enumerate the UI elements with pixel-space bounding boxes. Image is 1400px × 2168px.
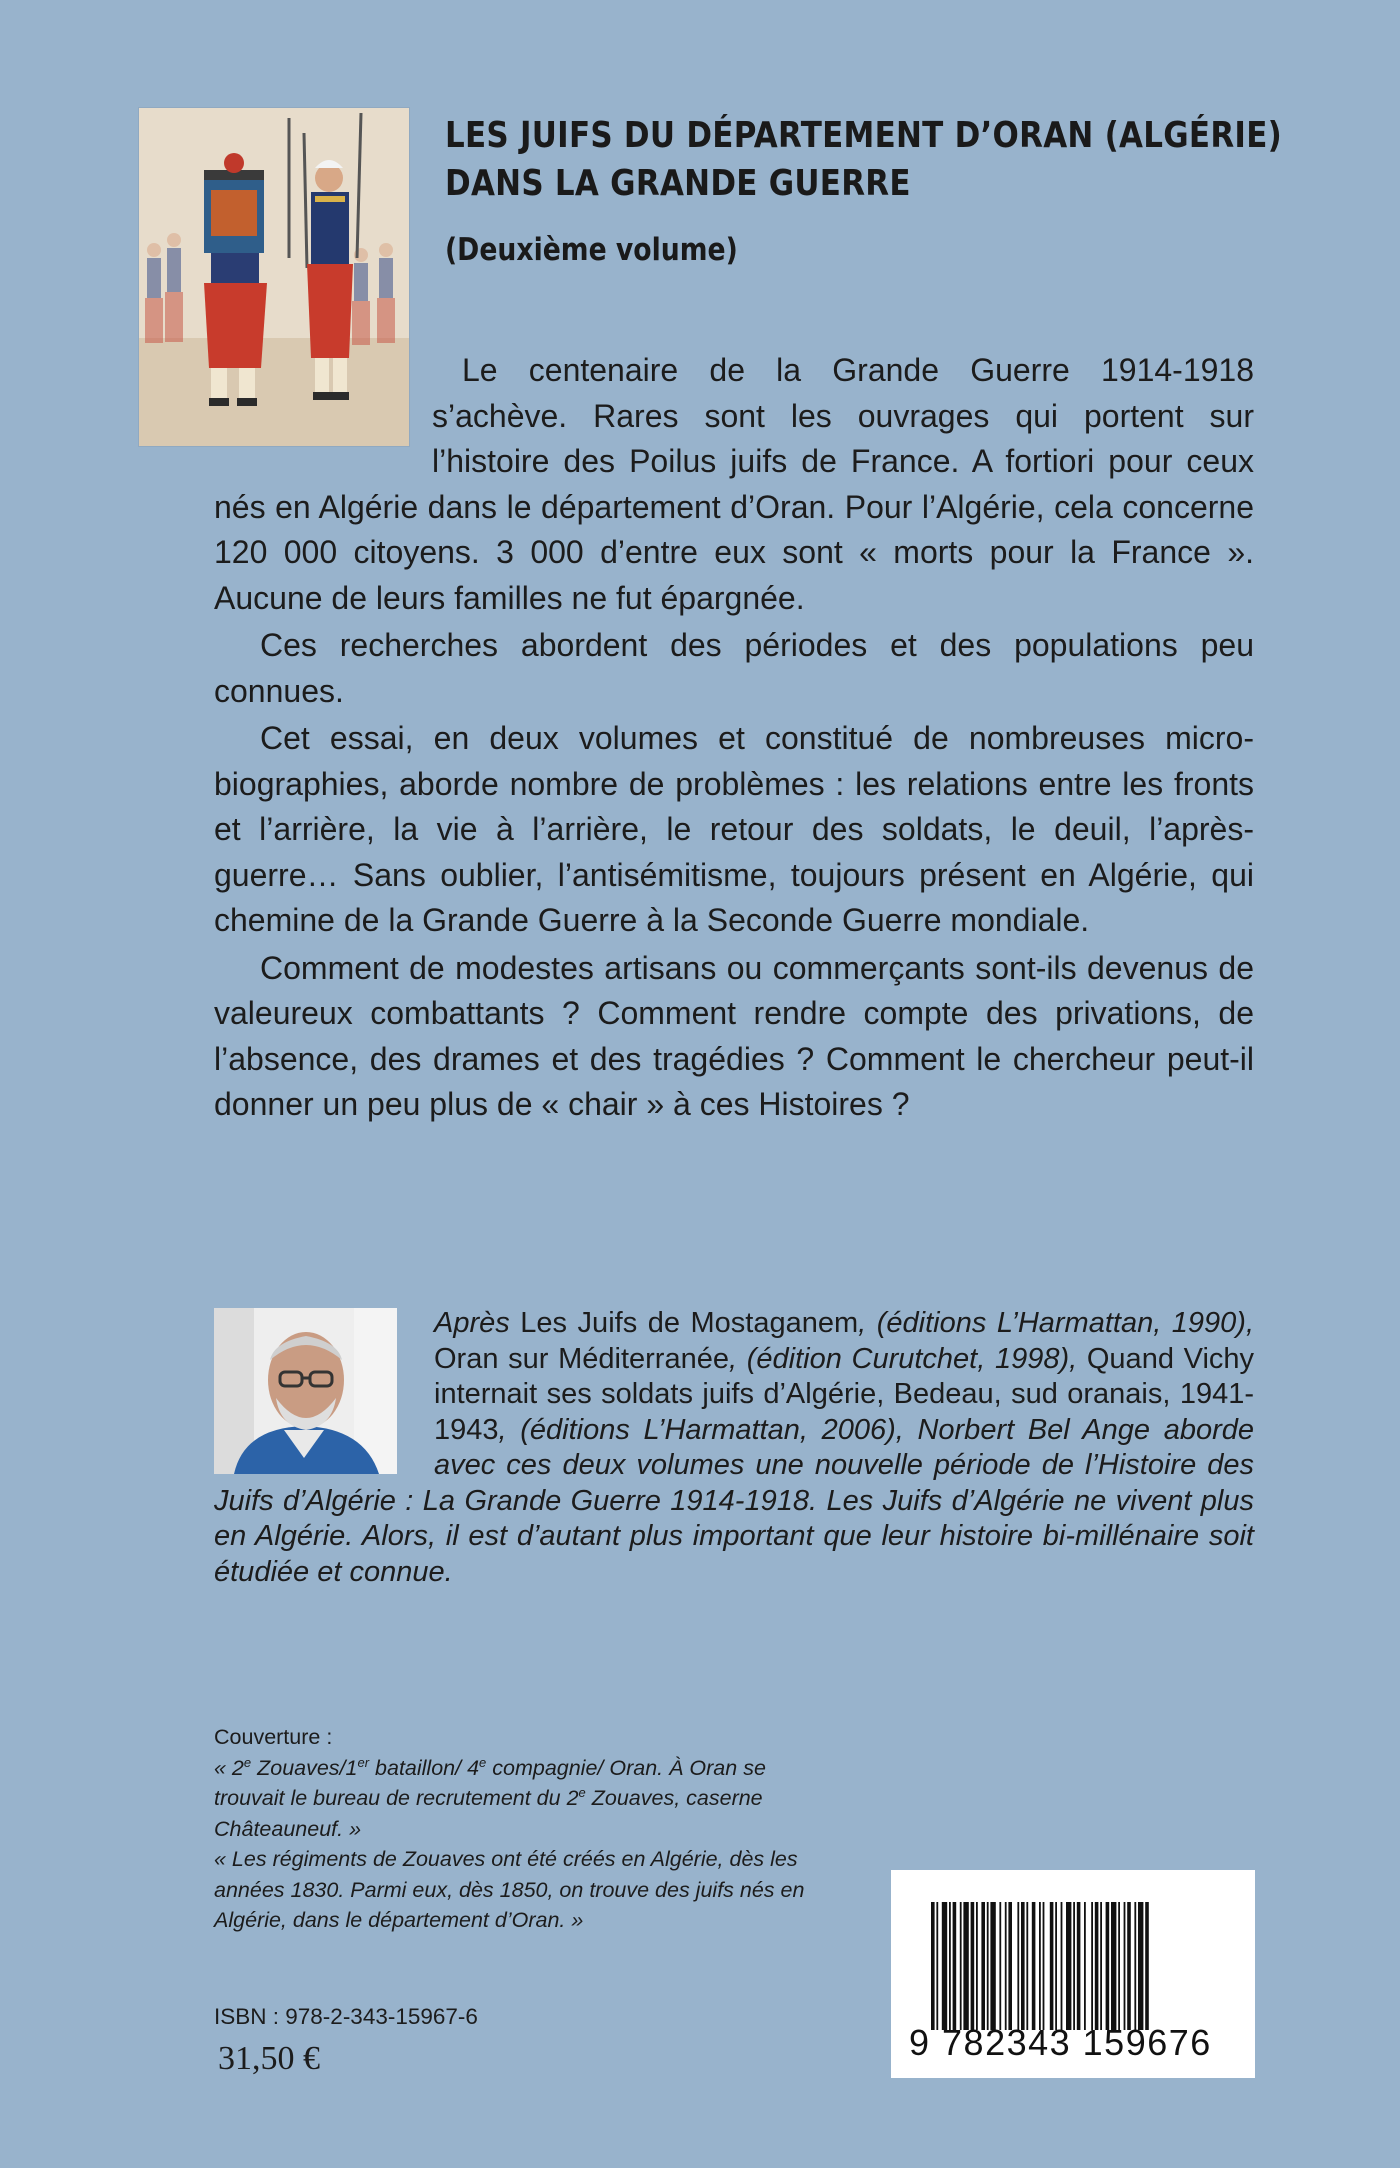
illustration-wrap-spacer [214, 348, 432, 448]
isbn-text: ISBN : 978-2-343-15967-6 [214, 2004, 478, 2029]
barcode-bar [1026, 1902, 1028, 2030]
barcode-bar [1039, 1902, 1041, 2030]
credits-item-1-e: Zouaves, caserne Châteauneuf. » [214, 1786, 763, 1841]
barcode-bar [1106, 1902, 1110, 2030]
blurb-paragraph-3: Cet essai, en deux volumes et constitué de nombreuses micro-biographies, aborde nombre de problèmes : les relations entre les fronts et l’arrière, la vie à l’arrière, le retour des soldats, le deuil, l’après-guerre… Sans oublier, l’antisémitisme, toujours présent en Algérie, qui chemine de la Grande Guerre à la Seconde Guerre mondiale. [214, 720, 1254, 938]
author-bio-part-4: Oran sur Méditerranée [434, 1342, 729, 1375]
book-title-line-1: LES JUIFS DU DÉPARTEMENT D’ORAN (ALGÉRIE) [445, 115, 1283, 156]
barcode-bar [971, 1902, 975, 2030]
barcode-bar [1111, 1902, 1116, 2030]
credits-item-1-sup-1: e [243, 1754, 252, 1770]
author-bio-part-5: , (édition Curutchet, 1998), [728, 1342, 1078, 1375]
barcode-bar [953, 1902, 957, 2030]
barcode-bar [1061, 1902, 1063, 2030]
author-bio-part-2: Les Juifs de Mostaganem [509, 1307, 859, 1339]
barcode-bar [1073, 1902, 1075, 2030]
barcode-bar [949, 1902, 951, 2030]
barcode-bar [1021, 1902, 1025, 2030]
credits-item-1 [214, 1753, 814, 1845]
barcode-bar [931, 1902, 935, 2030]
barcode-bar [1124, 1902, 1126, 2030]
barcode-bar [1077, 1902, 1081, 2030]
credits-item-1-sup-2: er [357, 1754, 370, 1770]
barcode-bar [1050, 1902, 1054, 2030]
barcode-bar [1091, 1902, 1093, 2030]
barcode-icon [927, 1902, 1227, 2030]
barcode-bar [1032, 1902, 1036, 2030]
credits-item-1-c: bataillon/ 4 [369, 1755, 480, 1780]
barcode-bar [963, 1902, 968, 2030]
barcode-bar [1066, 1902, 1071, 2030]
credits-item-1-sup-4: e [578, 1784, 586, 1800]
cover-credits [214, 1722, 814, 1936]
blurb-paragraph-1-text: Le centenaire de la Grande Guerre 1914-1918 s’achève. Rares sont les ouvrages qui portent sur l’histoire des Poilus juifs de France. A fortiori pour ceux nés en Algérie dans le département d’Oran. Pour l’Algérie, cela concerne 120 000 citoyens. 3 000 d’entre eux sont « morts pour la France ». Aucune de leurs familles ne fut épargnée. [214, 352, 1254, 616]
price-text: 31,50 € [218, 2040, 320, 2077]
barcode-bar [1100, 1902, 1102, 2030]
barcode [891, 1870, 1255, 2078]
credits-item-1-b: Zouaves/1 [251, 1755, 358, 1780]
barcode-bar [1145, 1902, 1149, 2030]
barcode-bar [1055, 1902, 1057, 2030]
credits-item-2: « Les régiments de Zouaves ont été créés en Algérie, dès les années 1830. Parmi eux, dès 1850, on trouve des juifs nés en Algérie, dans le département d’Oran. » [214, 1847, 805, 1932]
barcode-bar [1043, 1902, 1045, 2030]
barcode-bar [1095, 1902, 1099, 2030]
author-bio [214, 1306, 1254, 1590]
barcode-bar [942, 1902, 947, 2030]
barcode-digits: 9 782343 159676 [909, 2022, 1212, 2063]
barcode-bar [1084, 1902, 1086, 2030]
barcode-bar [1008, 1902, 1012, 2030]
author-bio-part-3: , (éditions L’Harmattan, 1990), [858, 1307, 1255, 1339]
barcode-bar [960, 1902, 962, 2030]
barcode-bar [987, 1902, 989, 2030]
blurb-paragraph-4: Comment de modestes artisans ou commerçants sont-ils devenus de valeureux combattants ? Comment rendre compte des privations, de l’absence, des drames et des tragédies ? Comment le chercheur peut-il donner un peu plus de « chair » à ces Histoires ? [214, 949, 1254, 1122]
barcode-bar [976, 1902, 978, 2030]
barcode-bar [1005, 1902, 1007, 2030]
credits-label: Couverture : [214, 1725, 333, 1749]
credits-item-1-sup-3: e [479, 1754, 487, 1770]
credits-item-1-a: « 2 [214, 1755, 244, 1780]
blurb-paragraph-2: Ces recherches abordent des périodes et des populations peu connues. [214, 627, 1254, 709]
author-bio-part-6: Quand Vichy internait ses soldats juifs d’Algérie, Bedeau, sud oranais, 1941-1943 [434, 1342, 1255, 1446]
credits-item-1-d: compagnie/ Oran. À Oran se trouvait le bureau de recrutement du 2 [214, 1755, 766, 1810]
barcode-bar [990, 1902, 995, 2030]
barcode-bar [1134, 1902, 1136, 2030]
book-title-line-2: DANS LA GRANDE GUERRE [445, 163, 911, 204]
barcode-bar [1138, 1902, 1143, 2030]
title-block [445, 112, 1345, 270]
author-bio-part-7: , (éditions L’Harmattan, 2006), Norbert Bel Ange aborde avec ces deux volumes une nouvelle période de l’Histoire des Juifs d’Algérie : La Grande Guerre 1914-1918. Les Juifs d’Algérie ne vivent plus en Algérie. Alors, il est d’autant plus important que leur histoire bi-millénaire soit étudiée et connue. [214, 1413, 1254, 1588]
author-photo-wrap-spacer [214, 1306, 434, 1476]
book-subtitle: (Deuxième volume) [445, 232, 738, 268]
barcode-bar [999, 1902, 1001, 2030]
author-bio-part-1: Après [434, 1307, 510, 1339]
barcode-bar [936, 1902, 938, 2030]
barcode-bar [1127, 1902, 1131, 2030]
barcode-bar [1118, 1902, 1120, 2030]
barcode-bar [1017, 1902, 1019, 2030]
blurb [214, 348, 1254, 1130]
barcode-bar [981, 1902, 985, 2030]
